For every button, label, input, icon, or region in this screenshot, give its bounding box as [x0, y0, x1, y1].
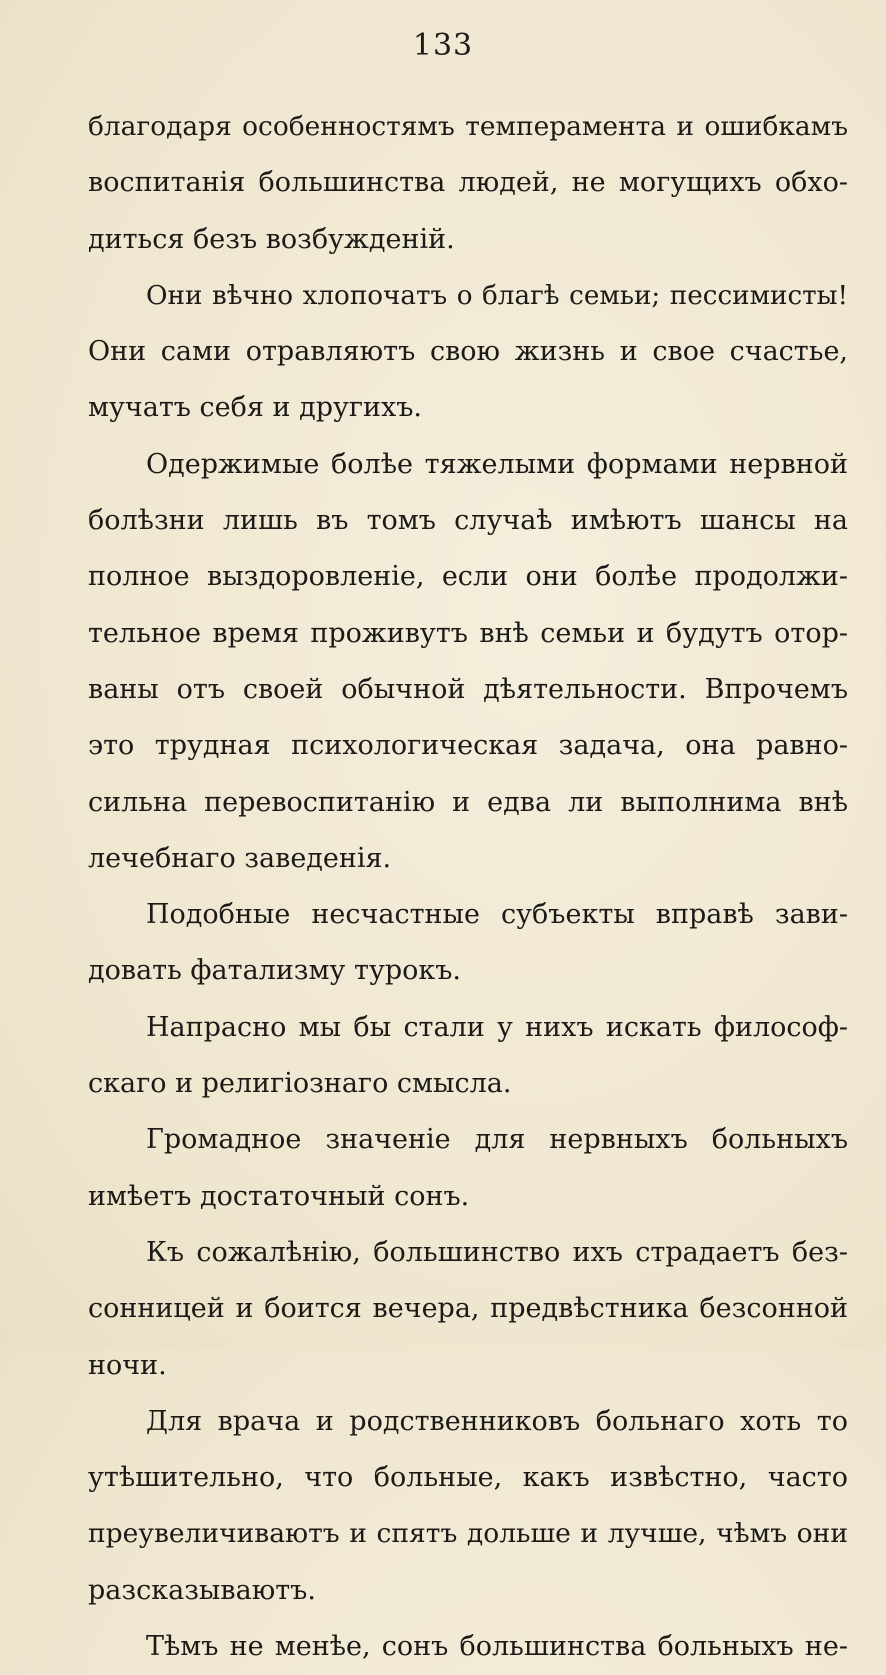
text-line: мучатъ себя и другихъ.: [88, 392, 423, 424]
text-line: ночи.: [88, 1349, 167, 1381]
text-line: Тѣмъ не менѣе, сонъ большинства больныхъ не-: [146, 1631, 848, 1663]
text-line: довать фатализму турокъ.: [88, 955, 462, 987]
text-line: Они вѣчно хлопочатъ о благѣ семьи; пессимисты!: [146, 280, 848, 311]
text-line: диться безъ возбужденій.: [88, 223, 455, 255]
body-text: [88, 99, 848, 1675]
text-line: Напрасно мы бы стали у нихъ искать философ-: [146, 1011, 848, 1043]
text-line: болѣзни лишь въ томъ случаѣ имѣютъ шансы на: [88, 505, 848, 537]
text-line: сильна перевоспитанію и едва ли выполнима внѣ: [88, 786, 848, 818]
text-line: это трудная психологическая задача, она равно-: [88, 730, 848, 762]
text-line: ваны отъ своей обычной дѣятельности. Впрочемъ: [88, 673, 848, 705]
text-line: Къ сожалѣнію, большинство ихъ страдаетъ без-: [146, 1236, 848, 1268]
text-line: тельное время проживутъ внѣ семьи и будутъ отор-: [88, 617, 848, 649]
text-line: разсказываютъ.: [88, 1574, 316, 1606]
text-line: утѣшительно, что больные, какъ извѣстно, часто: [88, 1462, 848, 1494]
text-line: Одержимые болѣе тяжелыми формами нервной: [146, 448, 848, 480]
text-line: воспитанія большинства людей, не могущихъ обхо-: [88, 167, 848, 199]
text-line: Громадное значеніе для нервныхъ больныхъ: [146, 1124, 848, 1156]
text-line: Подобные несчастные субъекты вправѣ зави-: [146, 899, 848, 931]
text-line: благодаря особенностямъ темперамента и ошибкамъ: [88, 111, 848, 142]
text-line: Для врача и родственниковъ больнаго хоть то: [146, 1405, 848, 1437]
text-line: Они сами отравляютъ свою жизнь и свое счастье,: [88, 336, 848, 368]
page-number: 133: [412, 28, 474, 63]
text-line: лечебнаго заведенія.: [88, 842, 392, 874]
text-line: имѣетъ достаточный сонъ.: [88, 1180, 470, 1212]
text-line: полное выздоровленіе, если они болѣе продолжи-: [88, 561, 848, 593]
text-line: преувеличиваютъ и спятъ дольше и лучше, чѣмъ они: [88, 1518, 848, 1550]
text-line: скаго и религіознаго смысла.: [88, 1068, 512, 1100]
text-line: сонницей и боится вечера, предвѣстника безсонной: [88, 1293, 848, 1325]
